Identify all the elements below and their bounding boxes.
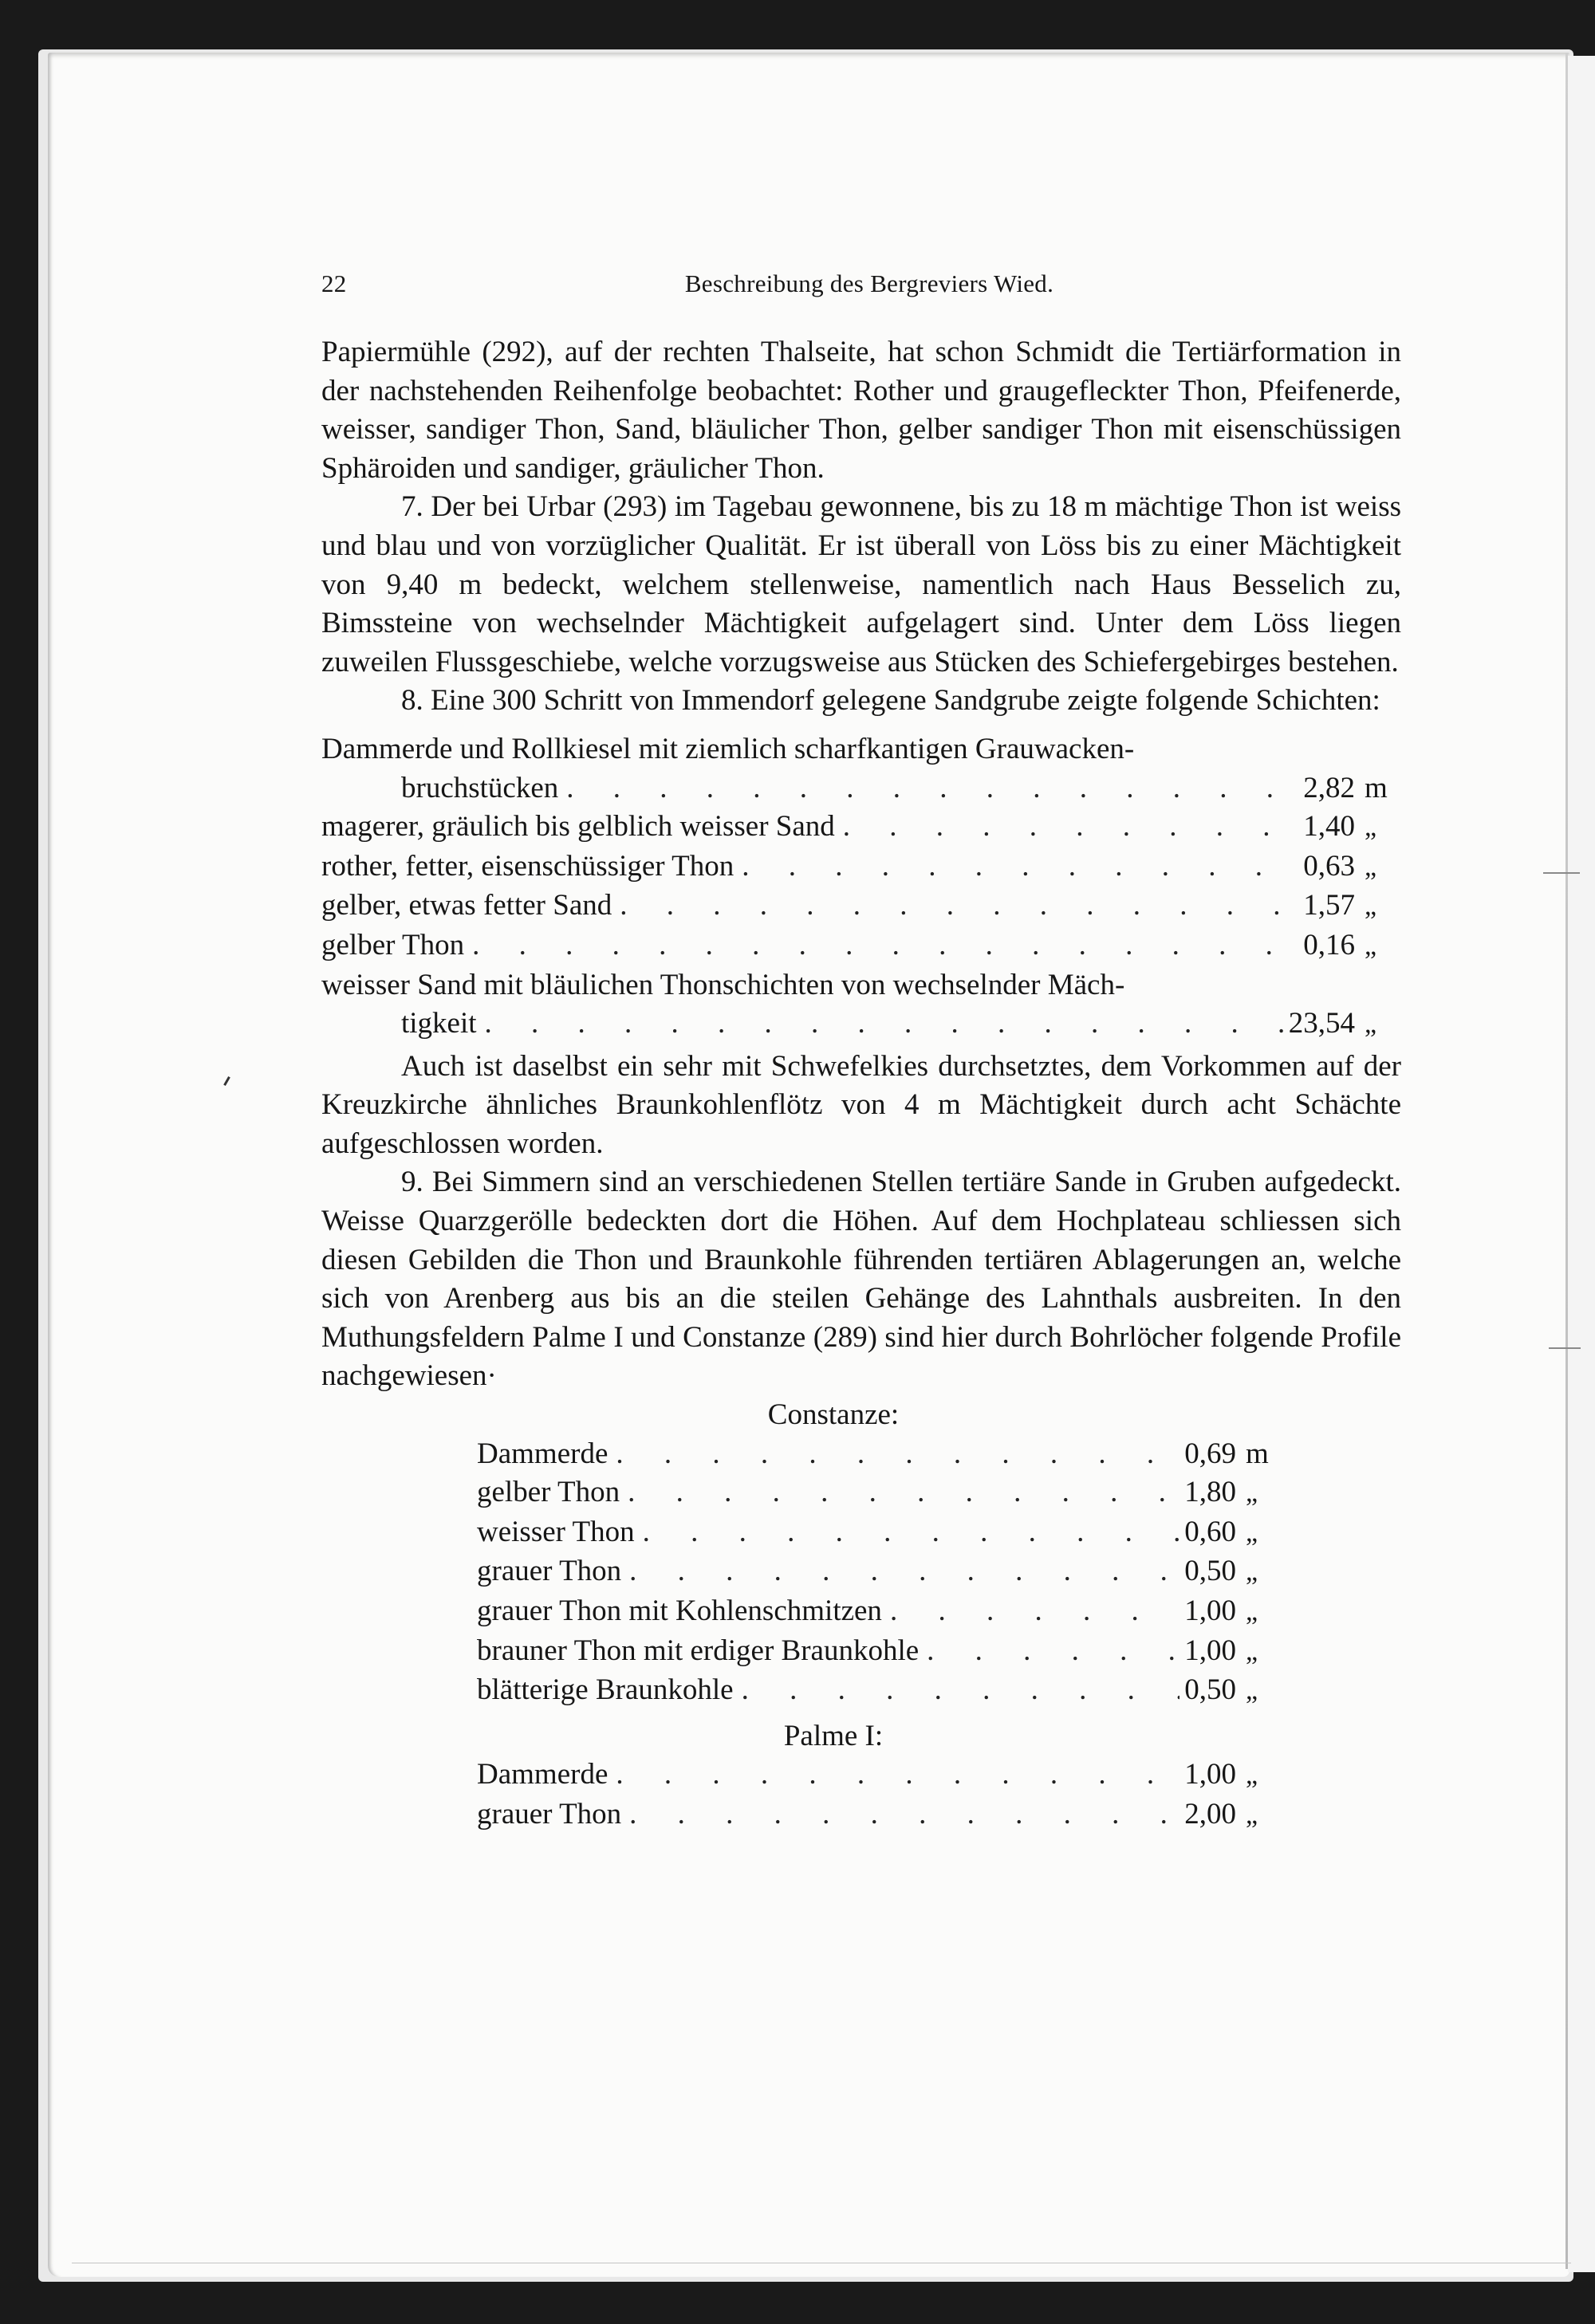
leader-dots: [734, 1671, 1180, 1710]
body-text: [321, 333, 1401, 1835]
leader-dots: [882, 1592, 1180, 1631]
strata-row: tigkeit . . . 23,54 „: [321, 1005, 1401, 1044]
constanze-caption: Constanze:: [767, 1398, 900, 1432]
ditto-mark: „: [1246, 1760, 1258, 1791]
leader-dots: [558, 769, 1298, 808]
thickness-value: 0,50: [1184, 1673, 1236, 1707]
paragraph-8-immendorf: 8. Eine 300 Schritt von Immendorf gelegene Sandgrube zeigte folgende Schichten:: [401, 684, 1380, 718]
leader-dots: [620, 1473, 1180, 1512]
immendorf-strata-table: [321, 730, 1401, 1044]
leader-dots: [835, 808, 1298, 847]
ditto-mark: „: [1365, 1009, 1377, 1040]
strata-row: gelber, etwas fetter Sand . . . 1,57 „: [321, 887, 1401, 926]
page-number: 22: [321, 269, 347, 297]
thickness-value: 1,00: [1184, 1595, 1236, 1627]
leader-dots: [734, 847, 1298, 887]
leader-dots: [919, 1632, 1180, 1671]
borehole-row: gelber Thon . . . 1,80 „: [477, 1473, 1282, 1513]
borehole-row: grauer Thon . . . 2,00 „: [477, 1795, 1282, 1835]
leader-dots: [612, 887, 1298, 926]
ditto-mark: „: [1246, 1478, 1258, 1508]
running-title: Beschreibung des Bergreviers Wied.: [684, 269, 1054, 297]
strata-row: magerer, gräulich bis gelblich weisser Sand . . . 1,40 „: [321, 808, 1401, 847]
margin-tick-mark: [1543, 872, 1580, 874]
ditto-mark: „: [1246, 1799, 1258, 1830]
leader-dots: [464, 926, 1298, 965]
ditto-mark: „: [1246, 1597, 1258, 1626]
borehole-row: grauer Thon . . . 0,50 „: [477, 1552, 1282, 1592]
paragraph-intro: Papiermühle (292), auf der rechten Thalseite, hat schon Schmidt die Tertiärformation in der nachstehenden Reihenfolge beobachtet: Rother und graugefleckter Thon, Pfeifenerde, weisser, sandiger Thon, Sand, bläulicher Thon, gelber sandiger Thon mit eisenschüssigen Sphäroiden und sandiger, gräulicher Thon.: [321, 336, 1401, 485]
ditto-mark: „: [1246, 1557, 1258, 1587]
strata-row-label-line: weisser Sand mit bläulichen Thonschichten von wechselnder Mäch-: [321, 968, 1125, 1001]
unit: m: [1246, 1437, 1269, 1470]
margin-tick-mark: [1549, 1347, 1581, 1349]
thickness-value: 0,69: [1184, 1437, 1236, 1470]
thickness-value: 1,40: [1303, 810, 1355, 843]
borehole-row: grauer Thon mit Kohlenschmitzen . . . 1,00 „: [477, 1592, 1282, 1632]
thickness-value: 1,00: [1184, 1634, 1236, 1667]
borehole-row: blätterige Braunkohle . . . 0,50 „: [477, 1671, 1282, 1711]
constanze-borehole-table: [321, 1435, 1282, 1711]
borehole-row: brauner Thon mit erdiger Braunkohle . . . 1,00 „: [477, 1632, 1282, 1672]
leader-dots: [621, 1552, 1180, 1591]
ditto-mark: „: [1365, 891, 1377, 922]
strata-row: gelber Thon . . . 0,16 „: [321, 926, 1401, 966]
thickness-value: 0,16: [1303, 928, 1355, 961]
ditto-mark: „: [1246, 1636, 1258, 1666]
adjacent-page-edge: [1568, 56, 1595, 2272]
thickness-value: 1,00: [1184, 1758, 1236, 1791]
borehole-row: Dammerde . . . 0,69 m: [477, 1435, 1282, 1474]
palme-caption: Palme I:: [783, 1719, 884, 1752]
leader-dots: [608, 1435, 1180, 1474]
ditto-mark: „: [1365, 930, 1377, 961]
paragraph-8-continued: Auch ist daselbst ein sehr mit Schwefelkies durchsetztes, dem Vorkommen auf der Kreuzkirche ähnliches Braunkohlenflötz von 4 m Mächtigkeit durch acht Schächte aufgeschlossen worden.: [321, 1049, 1401, 1160]
ditto-mark: „: [1246, 1517, 1258, 1547]
unit: m: [1365, 771, 1388, 804]
strata-row-label-line: Dammerde und Rollkiesel mit ziemlich scharfkantigen Grauwacken-: [321, 732, 1135, 765]
strata-row: rother, fetter, eisenschüssiger Thon . . . 0,63 „: [321, 847, 1401, 887]
leader-dots: [477, 1005, 1284, 1044]
thickness-value: 1,57: [1303, 889, 1355, 922]
running-head: [321, 269, 1401, 308]
leader-dots: [608, 1756, 1180, 1795]
leader-dots: [621, 1795, 1180, 1834]
paragraph-9-simmern: 9. Bei Simmern sind an verschiedenen Stellen tertiäre Sande in Gruben aufgedeckt. Weisse Quarzgerölle bedeckten dort die Höhen. Auf dem Hochplateau schliessen sich diesen Gebilden die Thon und Braunkohle führenden tertiären Ablagerungen an, welche sich von Arenberg aus bis an die steilen Gehänge des Lahnthals ausbreiten. In den Muthungsfeldern Palme I und Constanze (289) sind hier durch Bohrlöcher folgende Profile nachgewiesen·: [321, 1166, 1401, 1393]
ditto-mark: „: [1365, 812, 1377, 843]
thickness-value: 2,00: [1184, 1797, 1236, 1830]
ditto-mark: „: [1246, 1676, 1258, 1706]
borehole-row: Dammerde . . . 1,00 „: [477, 1756, 1282, 1795]
paragraph-7-urbar: 7. Der bei Urbar (293) im Tagebau gewonnene, bis zu 18 m mächtige Thon ist weiss und blau und von vorzüglicher Qualität. Er ist überall von Löss bis zu einer Mächtigkeit von 9,40 m bedeckt, welchem stellenweise, namentlich nach Haus Besselich zu, Bimssteine von wechselnder Mächtigkeit aufgelagert sind. Unter dem Löss liegen zuweilen Flussgeschiebe, welche vorzugsweise aus Stücken des Schiefergebirges bestehen.: [321, 490, 1401, 678]
thickness-value: 2,82: [1303, 771, 1355, 804]
palme-borehole-table: [321, 1756, 1282, 1834]
ditto-mark: „: [1365, 851, 1377, 882]
leader-dots: [635, 1513, 1180, 1552]
thickness-value: 0,60: [1184, 1515, 1236, 1548]
thickness-value: 0,63: [1303, 849, 1355, 883]
thickness-value: 23,54: [1288, 1007, 1355, 1040]
borehole-row: weisser Thon . . . 0,60 „: [477, 1513, 1282, 1553]
thickness-value: 1,80: [1184, 1476, 1236, 1509]
thickness-value: 0,50: [1184, 1555, 1236, 1588]
strata-row: bruchstücken . . . 2,82 m: [321, 769, 1401, 808]
